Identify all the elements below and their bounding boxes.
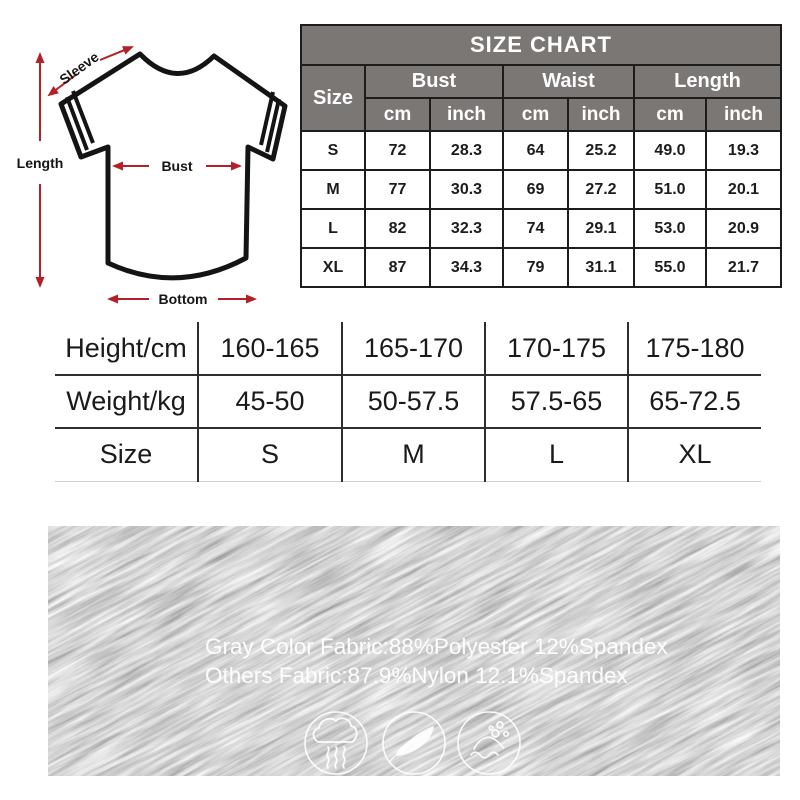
fit-recommendation-table	[55, 322, 761, 482]
size-column-header: Size	[301, 65, 365, 131]
size-cell: XL	[301, 248, 365, 287]
row-label: Size	[55, 428, 198, 481]
waist-group-header: Waist	[503, 65, 634, 98]
row-label: Height/cm	[55, 322, 198, 375]
sleeve-label: Sleeve	[56, 48, 102, 88]
value-cell: 57.5-65	[485, 375, 628, 428]
bottom-label: Bottom	[158, 291, 208, 307]
unit-header: cm	[365, 98, 430, 131]
size-chart-title: SIZE CHART	[301, 25, 781, 65]
value-cell: 165-170	[342, 322, 485, 375]
bust-group-header: Bust	[365, 65, 503, 98]
value-cell: 74	[503, 209, 568, 248]
value-cell: S	[198, 428, 342, 481]
fabric-line-1: Gray Color Fabric:88%Polyester 12%Spandex	[205, 634, 668, 659]
value-cell: 170-175	[485, 322, 628, 375]
value-cell: 175-180	[628, 322, 761, 375]
weight-row	[55, 375, 761, 428]
fabric-composition-text	[205, 632, 668, 690]
tshirt-measurement-diagram	[2, 6, 302, 318]
value-cell: 87	[365, 248, 430, 287]
value-cell: 160-165	[198, 322, 342, 375]
value-cell: 20.9	[706, 209, 781, 248]
value-cell: 28.3	[430, 131, 503, 170]
size-chart-table	[300, 24, 782, 288]
value-cell: 49.0	[634, 131, 706, 170]
value-cell: 19.3	[706, 131, 781, 170]
bust-label: Bust	[161, 158, 193, 174]
size-row	[55, 428, 761, 481]
length-group-header: Length	[634, 65, 781, 98]
unit-header: inch	[706, 98, 781, 131]
value-cell: 79	[503, 248, 568, 287]
fabric-texture-panel	[48, 526, 780, 776]
value-cell: M	[342, 428, 485, 481]
value-cell: XL	[628, 428, 761, 481]
value-cell: 53.0	[634, 209, 706, 248]
size-row-l	[301, 209, 781, 248]
value-cell: 32.3	[430, 209, 503, 248]
value-cell: 20.1	[706, 170, 781, 209]
row-label: Weight/kg	[55, 375, 198, 428]
value-cell: 34.3	[430, 248, 503, 287]
value-cell: L	[485, 428, 628, 481]
value-cell: 72	[365, 131, 430, 170]
value-cell: 65-72.5	[628, 375, 761, 428]
size-cell: M	[301, 170, 365, 209]
value-cell: 69	[503, 170, 568, 209]
value-cell: 51.0	[634, 170, 706, 209]
value-cell: 82	[365, 209, 430, 248]
value-cell: 50-57.5	[342, 375, 485, 428]
size-cell: L	[301, 209, 365, 248]
value-cell: 77	[365, 170, 430, 209]
unit-header: cm	[503, 98, 568, 131]
fabric-line-2: Others Fabric:87.9%Nylon 12.1%Spandex	[205, 663, 628, 688]
unit-header: cm	[634, 98, 706, 131]
value-cell: 21.7	[706, 248, 781, 287]
value-cell: 45-50	[198, 375, 342, 428]
unit-header: inch	[568, 98, 634, 131]
length-label: Length	[16, 155, 64, 171]
size-row-m	[301, 170, 781, 209]
value-cell: 31.1	[568, 248, 634, 287]
value-cell: 27.2	[568, 170, 634, 209]
unit-header: inch	[430, 98, 503, 131]
size-cell: S	[301, 131, 365, 170]
size-row-xl	[301, 248, 781, 287]
value-cell: 64	[503, 131, 568, 170]
value-cell: 29.1	[568, 209, 634, 248]
size-row-s	[301, 131, 781, 170]
value-cell: 30.3	[430, 170, 503, 209]
height-row	[55, 322, 761, 375]
value-cell: 55.0	[634, 248, 706, 287]
value-cell: 25.2	[568, 131, 634, 170]
